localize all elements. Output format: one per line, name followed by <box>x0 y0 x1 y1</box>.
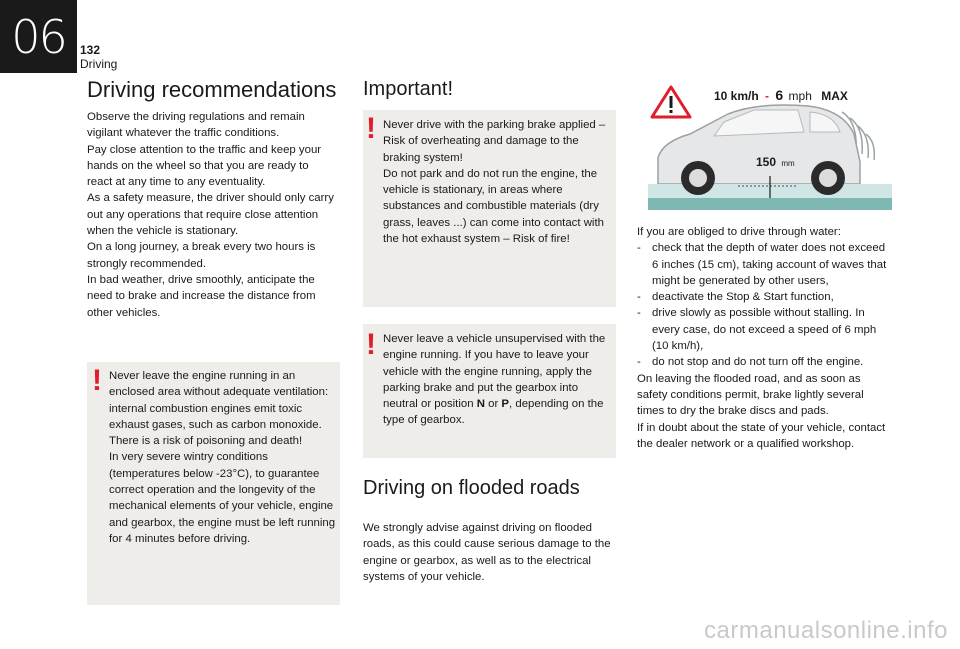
watermark: carmanualsonline.info <box>704 617 948 644</box>
paragraph: Observe the driving regulations and remain vigilant whatever the traffic conditions. <box>87 111 305 140</box>
important-title: Important! <box>363 78 454 100</box>
section-name: Driving <box>80 57 118 71</box>
driving-recommendations-title: Driving recommendations <box>87 77 337 102</box>
page-number: 132 <box>80 43 101 57</box>
warning-exclamation-icon: ! <box>366 328 376 361</box>
paragraph: Pay close attention to the traffic and keep your hands on the wheel so that you are ready to react at any time to any eventuality. <box>87 143 322 189</box>
road-ground <box>648 198 892 210</box>
warning-triangle-icon <box>652 87 690 117</box>
flooded-road-illustration <box>628 84 892 214</box>
chapter-tab <box>0 0 77 73</box>
warning-exclamation-icon: ! <box>92 364 102 397</box>
warning-text: Do not park and do not run the engine, the vehicle is stationary, in areas where substances and combustible materials (dry grass, leaves ...) can come into contact with the hot exhaust system – Risk of fire! <box>383 167 604 246</box>
warning-text: In very severe wintry conditions (temperatures below -23°C), to guarantee correct operation and the longevity of the mechanical elements of your vehicle, engine and gearbox, the engine must be left running for 4 minutes before driving. <box>109 451 336 545</box>
speed-max-label: MAX <box>821 89 848 103</box>
list-intro: If you are obliged to drive through water: <box>637 226 841 238</box>
car-wheel <box>681 161 715 195</box>
speed-mph-unit: mph <box>788 89 812 103</box>
paragraph: If in doubt about the state of your vehicle, contact the dealer network or a qualified workshop. <box>637 421 886 450</box>
list-item: - drive slowly as possible without stalling. In every case, do not exceed a speed of 6 mph (10 km/h), <box>637 307 877 353</box>
paragraph: As a safety measure, the driver should only carry out any operations that require close attention when the vehicle is stationary. <box>87 192 334 238</box>
water-depth-value: 150 <box>756 155 777 169</box>
warning-exclamation-icon: ! <box>366 112 376 145</box>
list-item: - check that the depth of water does not exceed 6 inches (15 cm), taking account of waves that might be generated by other users, <box>637 242 887 287</box>
flooded-roads-title: Driving on flooded roads <box>363 477 580 499</box>
water-depth-unit: mm <box>781 159 795 168</box>
car-wheel <box>811 161 845 195</box>
paragraph: On leaving the flooded road, and as soon as safety conditions permit, brake lightly several times to dry the brake discs and pads. <box>637 372 864 418</box>
paragraph: In bad weather, drive smoothly, anticipate the need to brake and increase the distance from other vehicles. <box>87 273 316 319</box>
unsupervised-vehicle-warning-box <box>363 324 616 458</box>
paragraph: On a long journey, a break every two hours is strongly recommended. <box>87 241 316 270</box>
parking-brake-warning-box <box>363 110 616 307</box>
warning-text: Never leave a vehicle unsupervised with the engine running. If you have to leave your vehicle with the engine running, apply the parking brake and put the gearbox into neutral or position N or P, depending on the type of gearbox. <box>383 333 606 427</box>
flooded-roads-instructions <box>637 224 891 452</box>
flooded-roads-text: We strongly advise against driving on flooded roads, as this could cause serious damage to the engine or gearbox, as well as to the electrical systems of your vehicle. <box>363 522 611 583</box>
chapter-number: 06 <box>11 9 66 64</box>
list-item: - do not stop and do not turn off the engine. <box>637 356 864 369</box>
gear-p: P <box>501 398 510 411</box>
recommendations-text <box>87 109 337 321</box>
speed-separator: - <box>765 89 770 103</box>
warning-text: Never drive with the parking brake applied – Risk of overheating and damage to the braking system! <box>383 119 606 164</box>
svg-text:10 km/h - 6 <box>714 87 848 103</box>
list-item: - deactivate the Stop & Start function, <box>637 291 834 304</box>
speed-mph-number: 6 <box>775 87 784 103</box>
warning-text: Never leave the engine running in an enclosed area without adequate ventilation: internal combustion engines emit toxic exhaust gases, such as carbon monoxide. There is a risk of poisoning and death! <box>109 370 329 448</box>
speed-kmh-label: 10 km/h <box>714 89 759 103</box>
gear-n: N <box>476 398 485 411</box>
engine-running-warning-box <box>87 362 340 605</box>
